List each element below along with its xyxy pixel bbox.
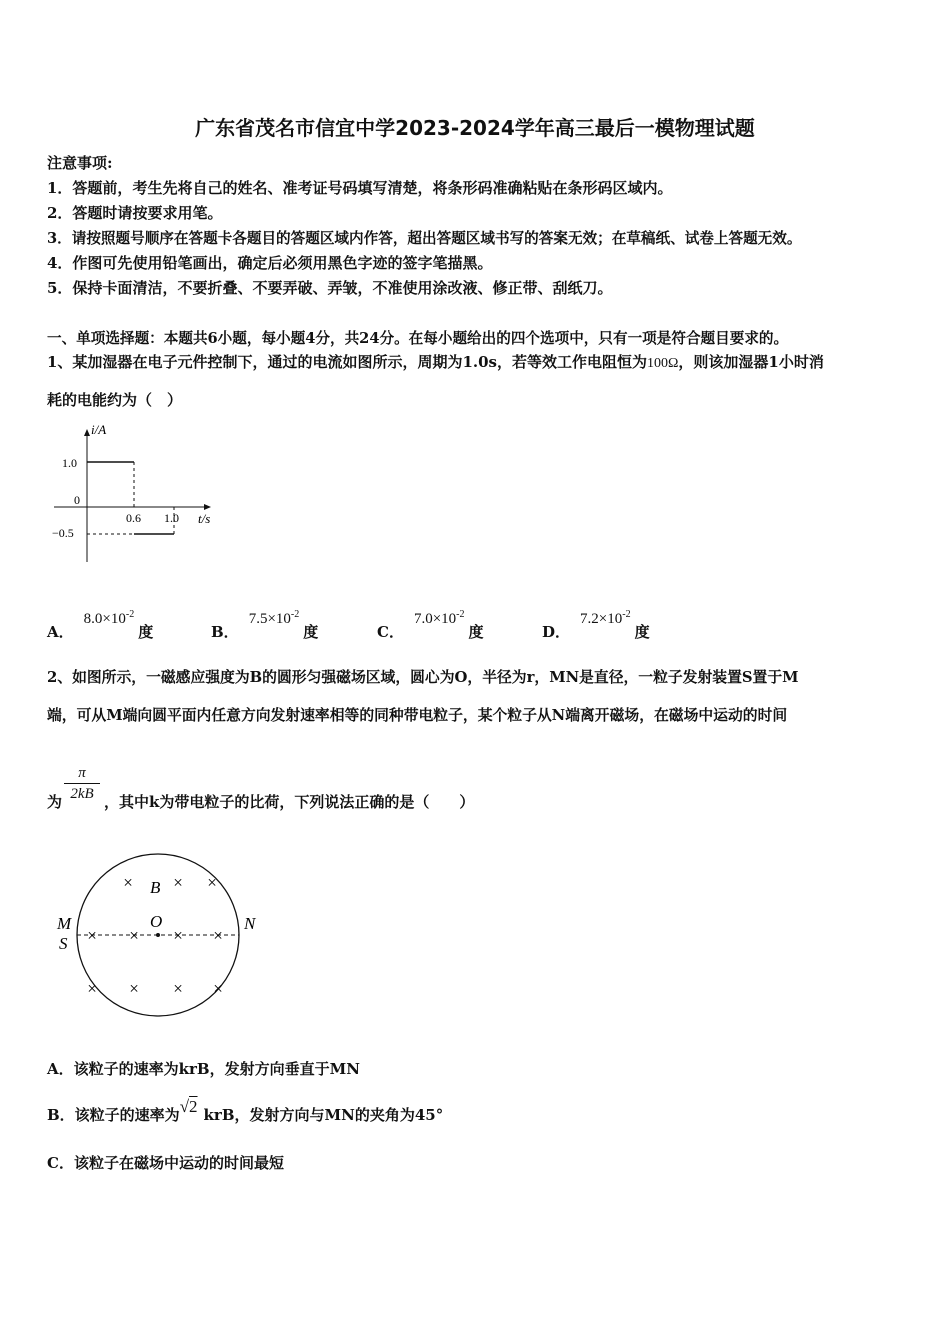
q2-option-b[interactable]: B．该粒子的速率为√2 krB，发射方向与MN的夹角为45° [47, 1097, 444, 1124]
y-tick-label: 0 [74, 493, 80, 507]
time-fraction [64, 764, 100, 803]
notice-item: 1．答题前，考生先将自己的姓名、准考证号码填写清楚，将条形码准确粘贴在条形码区域内。 [47, 179, 673, 197]
label-o: O [150, 912, 163, 931]
fraction-denominator: 2kB [70, 786, 94, 802]
notice-heading: 注意事项: [47, 154, 113, 172]
q2-stem-line3-rest: ，其中k为带电粒子的比荷，下列说法正确的是（ ） [104, 793, 475, 811]
page-title: 广东省茂名市信宜中学2023-2024学年高三最后一模物理试题 [195, 116, 755, 140]
field-cross: × [173, 979, 183, 998]
y-axis-label: i/A [91, 422, 107, 437]
y-tick-label: −0.5 [52, 526, 74, 540]
q1-stem-line2: 耗的电能约为（ ） [47, 391, 183, 409]
fraction-numerator: π [78, 765, 86, 781]
x-tick-label: 1.0 [164, 511, 179, 525]
label-m: M [57, 914, 72, 933]
sqrt-symbol: √2 [179, 1097, 198, 1116]
field-cross: × [123, 873, 133, 892]
field-cross: × [207, 873, 217, 892]
magnetic-field-diagram [50, 845, 270, 1025]
notice-item: 5．保持卡面清洁，不要折叠、不要弄破、弄皱，不准使用涂改液、修正带、刮纸刀。 [47, 279, 613, 297]
resistance-value: 100Ω [646, 356, 679, 371]
q1-option-d[interactable]: D．$7.2\times 10^{-2}$度 [542, 609, 650, 641]
notice-item: 4．作图可先使用铅笔画出，确定后必须用黑色字迹的签字笔描黑。 [47, 254, 493, 272]
field-cross: × [129, 926, 139, 945]
field-cross: × [87, 926, 97, 945]
q1-option-c[interactable]: C．$7.0\times 10^{-2}$度 [377, 609, 484, 641]
fraction-bar [64, 783, 100, 784]
q2-stem-line1: 2、如图所示，一磁感应强度为B的圆形匀强磁场区域，圆心为O，半径为r，MN是直径，一粒子发射装置S置于M [47, 669, 799, 686]
field-cross: × [213, 979, 223, 998]
q2-stem-line2: 端，可从M端向圆平面内任意方向发射速率相等的同种带电粒子，某个粒子从N端离开磁场，在磁场中运动的时间 [47, 707, 788, 724]
q2-option-c[interactable]: C．该粒子在磁场中运动的时间最短 [47, 1154, 284, 1172]
field-cross: × [87, 979, 97, 998]
q2-option-a[interactable]: A．该粒子的速率为krB，发射方向垂直于MN [47, 1060, 360, 1078]
q1-option-b[interactable]: B．$7.5\times 10^{-2}$度 [211, 609, 319, 641]
notice-item: 2．答题时请按要求用笔。 [47, 204, 223, 222]
notice-item: 3．请按照题号顺序在答题卡各题目的答题区域内作答，超出答题区域书写的答案无效；在草稿纸、试卷上答题无效。 [47, 230, 802, 247]
x-axis-label: t/s [198, 511, 211, 526]
q1-option-a[interactable]: A．$8.0\times 10^{-2}$度 [47, 609, 154, 641]
q2-stem-line3: 为 [47, 793, 63, 811]
center-dot [156, 933, 160, 937]
field-cross: × [213, 926, 223, 945]
section-heading: 一、单项选择题：本题共6小题，每小题4分，共24分。在每小题给出的四个选项中，只有一项是符合题目要求的。 [47, 330, 789, 347]
label-n: N [244, 914, 256, 933]
field-cross: × [173, 873, 183, 892]
label-b: B [150, 878, 161, 897]
q1-stem-line1: 1、某加湿器在电子元件控制下，通过的电流如图所示，周期为1.0s，若等效工作电阻恒为100Ω，则该加湿器1小时消 [47, 353, 824, 371]
field-cross: × [173, 926, 183, 945]
y-tick-label: 1.0 [62, 456, 77, 470]
label-s: S [59, 934, 68, 953]
current-time-graph [48, 420, 228, 570]
field-cross: × [129, 979, 139, 998]
x-tick-label: 0.6 [126, 511, 141, 525]
